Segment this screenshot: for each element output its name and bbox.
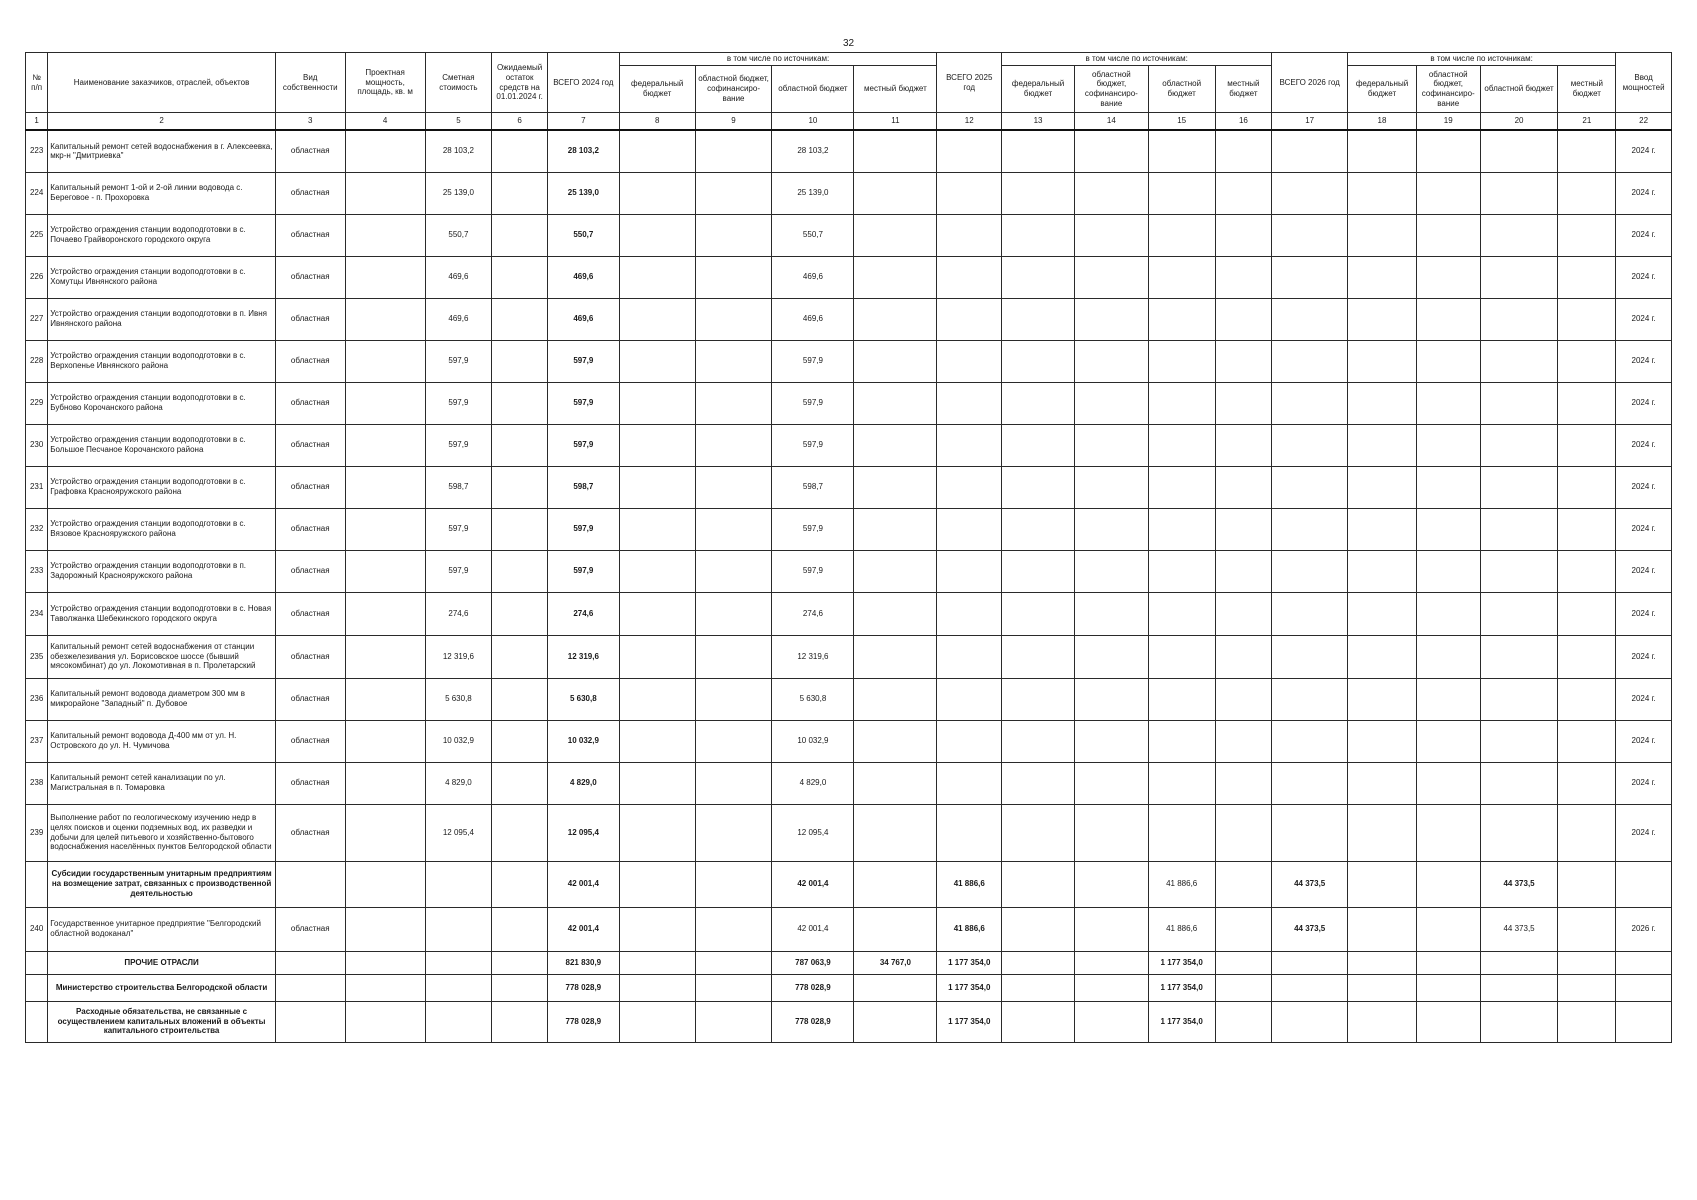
table-row bbox=[26, 907, 1672, 951]
row-name: Устройство ограждения станции водоподготовки в с. Новая Таволжанка Шебекинского городского округа bbox=[48, 592, 276, 635]
header-no: № п/п bbox=[26, 53, 48, 113]
ministry-regional-2024: 778 028,9 bbox=[772, 974, 854, 1001]
table-row bbox=[26, 130, 1672, 172]
subsidy-total-2026: 44 373,5 bbox=[1272, 861, 1348, 907]
row-name: Устройство ограждения станции водоподготовки в с. Верхопенье Ивнянского района bbox=[48, 340, 276, 382]
row-cost: 4 829,0 bbox=[425, 762, 492, 804]
row-total-2024: 469,6 bbox=[547, 256, 619, 298]
table-row bbox=[26, 550, 1672, 592]
row-no: 231 bbox=[26, 466, 48, 508]
row-no: 229 bbox=[26, 382, 48, 424]
row-commissioning: 2024 г. bbox=[1616, 508, 1672, 550]
header-total-2024: ВСЕГО 2024 год bbox=[547, 53, 619, 113]
row-ownership: областная bbox=[275, 720, 345, 762]
header-federal-2024: федеральный бюджет bbox=[619, 66, 695, 113]
ministry-regional-2025: 1 177 354,0 bbox=[1148, 974, 1215, 1001]
expenses-regional-2024: 778 028,9 bbox=[772, 1001, 854, 1042]
header-regional-2025: областной бюджет bbox=[1148, 66, 1215, 113]
row-total-2024: 597,9 bbox=[547, 382, 619, 424]
table-row bbox=[26, 762, 1672, 804]
row-regional-2024: 28 103,2 bbox=[772, 130, 854, 172]
row-regional-2024: 550,7 bbox=[772, 214, 854, 256]
row-cost: 597,9 bbox=[425, 550, 492, 592]
row-cost: 598,7 bbox=[425, 466, 492, 508]
column-number: 8 bbox=[619, 113, 695, 131]
row-name: Устройство ограждения станции водоподготовки в с. Вязовое Краснояружского района bbox=[48, 508, 276, 550]
header-local-2026: местный бюджет bbox=[1558, 66, 1616, 113]
row-regional-2024: 10 032,9 bbox=[772, 720, 854, 762]
row-ownership: областная bbox=[275, 214, 345, 256]
row-name: Капитальный ремонт 1-ой и 2-ой линии водовода с. Береговое - п. Прохоровка bbox=[48, 172, 276, 214]
row-name: Устройство ограждения станции водоподготовки в с. Большое Песчаное Корочанского района bbox=[48, 424, 276, 466]
row-total-2024: 597,9 bbox=[547, 550, 619, 592]
other-total-2024: 821 830,9 bbox=[547, 951, 619, 974]
row-no: 230 bbox=[26, 424, 48, 466]
row-commissioning: 2026 г. bbox=[1616, 907, 1672, 951]
row-name: Капитальный ремонт водовода диаметром 300 мм в микрорайоне "Западный" п. Дубовое bbox=[48, 678, 276, 720]
table-row bbox=[26, 804, 1672, 861]
header-remainder: Ожидаемый остаток средств на 01.01.2024 г. bbox=[492, 53, 548, 113]
table-row bbox=[26, 678, 1672, 720]
column-number: 17 bbox=[1272, 113, 1348, 131]
row-commissioning: 2024 г. bbox=[1616, 678, 1672, 720]
row-cost: 5 630,8 bbox=[425, 678, 492, 720]
row-commissioning: 2024 г. bbox=[1616, 130, 1672, 172]
row-cost: 25 139,0 bbox=[425, 172, 492, 214]
row-no: 239 bbox=[26, 804, 48, 861]
row-ownership: областная bbox=[275, 907, 345, 951]
row-commissioning: 2024 г. bbox=[1616, 214, 1672, 256]
row-ownership: областная bbox=[275, 635, 345, 678]
row-no: 236 bbox=[26, 678, 48, 720]
ministry-name: Министерство строительства Белгородской области bbox=[48, 974, 276, 1001]
row-name: Капитальный ремонт сетей канализации по ул. Магистральная в п. Томаровка bbox=[48, 762, 276, 804]
table-body bbox=[26, 130, 1672, 1042]
row-ownership: областная bbox=[275, 592, 345, 635]
row-cost: 12 319,6 bbox=[425, 635, 492, 678]
other-sectors-row bbox=[26, 951, 1672, 974]
row-regional-2024: 42 001,4 bbox=[772, 907, 854, 951]
row-commissioning: 2024 г. bbox=[1616, 256, 1672, 298]
row-total-2024: 42 001,4 bbox=[547, 907, 619, 951]
row-no: 226 bbox=[26, 256, 48, 298]
expenses-name: Расходные обязательства, не связанные с осуществлением капитальных вложений в объекты капитального строительства bbox=[48, 1001, 276, 1042]
column-number: 14 bbox=[1074, 113, 1148, 131]
header-sources-2026: в том числе по источникам: bbox=[1348, 53, 1616, 66]
row-total-2024: 10 032,9 bbox=[547, 720, 619, 762]
row-ownership: областная bbox=[275, 678, 345, 720]
row-no: 234 bbox=[26, 592, 48, 635]
subsidy-total-2025: 41 886,6 bbox=[937, 861, 1002, 907]
row-regional-2024: 274,6 bbox=[772, 592, 854, 635]
row-name: Устройство ограждения станции водоподготовки в с. Графовка Краснояружского района bbox=[48, 466, 276, 508]
header-federal-2025: федеральный бюджет bbox=[1002, 66, 1075, 113]
row-no: 224 bbox=[26, 172, 48, 214]
table-row bbox=[26, 635, 1672, 678]
row-cost: 10 032,9 bbox=[425, 720, 492, 762]
column-number: 19 bbox=[1416, 113, 1480, 131]
row-commissioning: 2024 г. bbox=[1616, 635, 1672, 678]
row-ownership: областная bbox=[275, 382, 345, 424]
row-ownership: областная bbox=[275, 130, 345, 172]
row-regional-2024: 597,9 bbox=[772, 550, 854, 592]
row-no: 225 bbox=[26, 214, 48, 256]
row-cost: 12 095,4 bbox=[425, 804, 492, 861]
header-total-2026: ВСЕГО 2026 год bbox=[1272, 53, 1348, 113]
table-row bbox=[26, 466, 1672, 508]
row-name: Устройство ограждения станции водоподготовки в с. Почаево Грайворонского городского округа bbox=[48, 214, 276, 256]
row-no: 240 bbox=[26, 907, 48, 951]
row-total-2025: 41 886,6 bbox=[937, 907, 1002, 951]
row-ownership: областная bbox=[275, 804, 345, 861]
table-row bbox=[26, 592, 1672, 635]
column-number: 18 bbox=[1348, 113, 1417, 131]
row-no: 227 bbox=[26, 298, 48, 340]
row-name: Устройство ограждения станции водоподготовки в с. Хомутцы Ивнянского района bbox=[48, 256, 276, 298]
row-no: 237 bbox=[26, 720, 48, 762]
row-name: Устройство ограждения станции водоподготовки в п. Ивня Ивнянского района bbox=[48, 298, 276, 340]
subsidy-name: Субсидии государственным унитарным предприятиям на возмещение затрат, связанных с производственной деятельностью bbox=[48, 861, 276, 907]
column-number: 16 bbox=[1215, 113, 1272, 131]
expenses-total-2024: 778 028,9 bbox=[547, 1001, 619, 1042]
header-local-2024: местный бюджет bbox=[854, 66, 937, 113]
header-name: Наименование заказчиков, отраслей, объектов bbox=[48, 53, 276, 113]
column-number: 22 bbox=[1616, 113, 1672, 131]
row-no: 223 bbox=[26, 130, 48, 172]
column-number: 9 bbox=[695, 113, 772, 131]
column-number: 6 bbox=[492, 113, 548, 131]
row-ownership: областная bbox=[275, 466, 345, 508]
row-regional-2024: 5 630,8 bbox=[772, 678, 854, 720]
row-commissioning: 2024 г. bbox=[1616, 424, 1672, 466]
ministry-row bbox=[26, 974, 1672, 1001]
table-row bbox=[26, 424, 1672, 466]
column-number: 1 bbox=[26, 113, 48, 131]
row-commissioning: 2024 г. bbox=[1616, 762, 1672, 804]
row-ownership: областная bbox=[275, 172, 345, 214]
row-regional-2024: 597,9 bbox=[772, 382, 854, 424]
table-row bbox=[26, 508, 1672, 550]
row-regional-2024: 597,9 bbox=[772, 508, 854, 550]
row-ownership: областная bbox=[275, 340, 345, 382]
table-row bbox=[26, 256, 1672, 298]
column-numbers-row bbox=[26, 113, 1672, 131]
header-federal-2026: федеральный бюджет bbox=[1348, 66, 1417, 113]
row-regional-2024: 469,6 bbox=[772, 298, 854, 340]
expenses-total-2025: 1 177 354,0 bbox=[937, 1001, 1002, 1042]
row-name: Выполнение работ по геологическому изучению недр в целях поисков и оценки подземных вод, их разведки и добычи для целей питьевого и хозяйственно-бытового водоснабжения населённых пунктов Белгородской области bbox=[48, 804, 276, 861]
row-no: 238 bbox=[26, 762, 48, 804]
row-commissioning: 2024 г. bbox=[1616, 466, 1672, 508]
budget-sheet bbox=[25, 52, 1672, 1043]
row-ownership: областная bbox=[275, 424, 345, 466]
expenses-regional-2025: 1 177 354,0 bbox=[1148, 1001, 1215, 1042]
header-local-2025: местный бюджет bbox=[1215, 66, 1272, 113]
row-regional-2026: 44 373,5 bbox=[1480, 907, 1558, 951]
row-commissioning: 2024 г. bbox=[1616, 340, 1672, 382]
column-number: 20 bbox=[1480, 113, 1558, 131]
row-name: Капитальный ремонт водовода Д-400 мм от ул. Н. Островского до ул. Н. Чумичова bbox=[48, 720, 276, 762]
subsidy-regional-2024: 42 001,4 bbox=[772, 861, 854, 907]
row-ownership: областная bbox=[275, 298, 345, 340]
row-regional-2024: 12 319,6 bbox=[772, 635, 854, 678]
other-regional-2024: 787 063,9 bbox=[772, 951, 854, 974]
table-row bbox=[26, 214, 1672, 256]
row-total-2024: 4 829,0 bbox=[547, 762, 619, 804]
table-row bbox=[26, 720, 1672, 762]
row-commissioning: 2024 г. bbox=[1616, 298, 1672, 340]
column-number: 7 bbox=[547, 113, 619, 131]
table-row bbox=[26, 340, 1672, 382]
other-local-2024: 34 767,0 bbox=[854, 951, 937, 974]
subsidy-row bbox=[26, 861, 1672, 907]
row-total-2024: 598,7 bbox=[547, 466, 619, 508]
row-total-2024: 550,7 bbox=[547, 214, 619, 256]
row-regional-2024: 25 139,0 bbox=[772, 172, 854, 214]
row-regional-2024: 597,9 bbox=[772, 424, 854, 466]
header-commissioning: Ввод мощностей bbox=[1616, 53, 1672, 113]
row-commissioning: 2024 г. bbox=[1616, 592, 1672, 635]
row-total-2024: 12 319,6 bbox=[547, 635, 619, 678]
header-regional-2024: областной бюджет bbox=[772, 66, 854, 113]
row-cost: 469,6 bbox=[425, 298, 492, 340]
other-regional-2025: 1 177 354,0 bbox=[1148, 951, 1215, 974]
row-cost: 597,9 bbox=[425, 424, 492, 466]
row-ownership: областная bbox=[275, 550, 345, 592]
subsidy-regional-2025: 41 886,6 bbox=[1148, 861, 1215, 907]
row-commissioning: 2024 г. bbox=[1616, 720, 1672, 762]
column-number: 12 bbox=[937, 113, 1002, 131]
row-total-2024: 12 095,4 bbox=[547, 804, 619, 861]
header-capacity: Проектная мощность, площадь, кв. м bbox=[345, 53, 425, 113]
header-ownership: Вид собственности bbox=[275, 53, 345, 113]
row-commissioning: 2024 г. bbox=[1616, 550, 1672, 592]
row-name: Капитальный ремонт сетей водоснабжения в г. Алексеевка, мкр-н "Дмитриевка" bbox=[48, 130, 276, 172]
row-no: 233 bbox=[26, 550, 48, 592]
row-no: 228 bbox=[26, 340, 48, 382]
row-commissioning: 2024 г. bbox=[1616, 804, 1672, 861]
column-number: 13 bbox=[1002, 113, 1075, 131]
row-name: Устройство ограждения станции водоподготовки в п. Задорожный Краснояружского района bbox=[48, 550, 276, 592]
page-number: 32 bbox=[842, 38, 855, 49]
column-number: 4 bbox=[345, 113, 425, 131]
header-regional-2026: областной бюджет bbox=[1480, 66, 1558, 113]
investment-table bbox=[25, 52, 1672, 1043]
header-cost: Сметная стоимость bbox=[425, 53, 492, 113]
column-number: 3 bbox=[275, 113, 345, 131]
table-row bbox=[26, 172, 1672, 214]
row-ownership: областная bbox=[275, 762, 345, 804]
expenses-row bbox=[26, 1001, 1672, 1042]
row-cost: 597,9 bbox=[425, 382, 492, 424]
column-number: 11 bbox=[854, 113, 937, 131]
row-regional-2024: 469,6 bbox=[772, 256, 854, 298]
row-cost: 597,9 bbox=[425, 340, 492, 382]
row-cost: 28 103,2 bbox=[425, 130, 492, 172]
row-ownership: областная bbox=[275, 256, 345, 298]
column-number: 10 bbox=[772, 113, 854, 131]
row-regional-2024: 597,9 bbox=[772, 340, 854, 382]
header-sources-2025: в том числе по источникам: bbox=[1002, 53, 1272, 66]
other-sectors-name: ПРОЧИЕ ОТРАСЛИ bbox=[48, 951, 276, 974]
ministry-total-2024: 778 028,9 bbox=[547, 974, 619, 1001]
row-name: Государственное унитарное предприятие "Белгородский областной водоканал" bbox=[48, 907, 276, 951]
row-total-2024: 597,9 bbox=[547, 340, 619, 382]
row-total-2024: 5 630,8 bbox=[547, 678, 619, 720]
ministry-total-2025: 1 177 354,0 bbox=[937, 974, 1002, 1001]
row-ownership: областная bbox=[275, 508, 345, 550]
subsidy-regional-2026: 44 373,5 bbox=[1480, 861, 1558, 907]
row-regional-2024: 12 095,4 bbox=[772, 804, 854, 861]
row-name: Устройство ограждения станции водоподготовки в с. Бубново Корочанского района bbox=[48, 382, 276, 424]
row-total-2024: 28 103,2 bbox=[547, 130, 619, 172]
column-number: 21 bbox=[1558, 113, 1616, 131]
other-total-2025: 1 177 354,0 bbox=[937, 951, 1002, 974]
row-no: 232 bbox=[26, 508, 48, 550]
column-number: 5 bbox=[425, 113, 492, 131]
table-header bbox=[26, 53, 1672, 131]
row-total-2024: 469,6 bbox=[547, 298, 619, 340]
row-cost: 597,9 bbox=[425, 508, 492, 550]
subsidy-total-2024: 42 001,4 bbox=[547, 861, 619, 907]
row-total-2024: 597,9 bbox=[547, 508, 619, 550]
row-cost: 469,6 bbox=[425, 256, 492, 298]
column-number: 2 bbox=[48, 113, 276, 131]
row-cost: 550,7 bbox=[425, 214, 492, 256]
row-total-2024: 25 139,0 bbox=[547, 172, 619, 214]
header-sources-2024: в том числе по источникам: bbox=[619, 53, 937, 66]
row-total-2026: 44 373,5 bbox=[1272, 907, 1348, 951]
row-commissioning: 2024 г. bbox=[1616, 172, 1672, 214]
row-cost: 274,6 bbox=[425, 592, 492, 635]
table-row bbox=[26, 298, 1672, 340]
row-no: 235 bbox=[26, 635, 48, 678]
row-total-2024: 597,9 bbox=[547, 424, 619, 466]
row-regional-2024: 598,7 bbox=[772, 466, 854, 508]
column-number: 15 bbox=[1148, 113, 1215, 131]
row-regional-2024: 4 829,0 bbox=[772, 762, 854, 804]
row-total-2024: 274,6 bbox=[547, 592, 619, 635]
table-row bbox=[26, 382, 1672, 424]
header-total-2025: ВСЕГО 2025 год bbox=[937, 53, 1002, 113]
row-commissioning: 2024 г. bbox=[1616, 382, 1672, 424]
header-cofin-2024: областной бюджет, софинансиро-вание bbox=[695, 66, 772, 113]
row-name: Капитальный ремонт сетей водоснабжения от станции обезжелезивания ул. Борисовское шоссе (бывший мясокомбинат) до ул. Локомотивная в п. Пролетарский bbox=[48, 635, 276, 678]
header-cofin-2026: областной бюджет, софинансиро-вание bbox=[1416, 66, 1480, 113]
row-regional-2025: 41 886,6 bbox=[1148, 907, 1215, 951]
header-cofin-2025: областной бюджет, софинансиро-вание bbox=[1074, 66, 1148, 113]
